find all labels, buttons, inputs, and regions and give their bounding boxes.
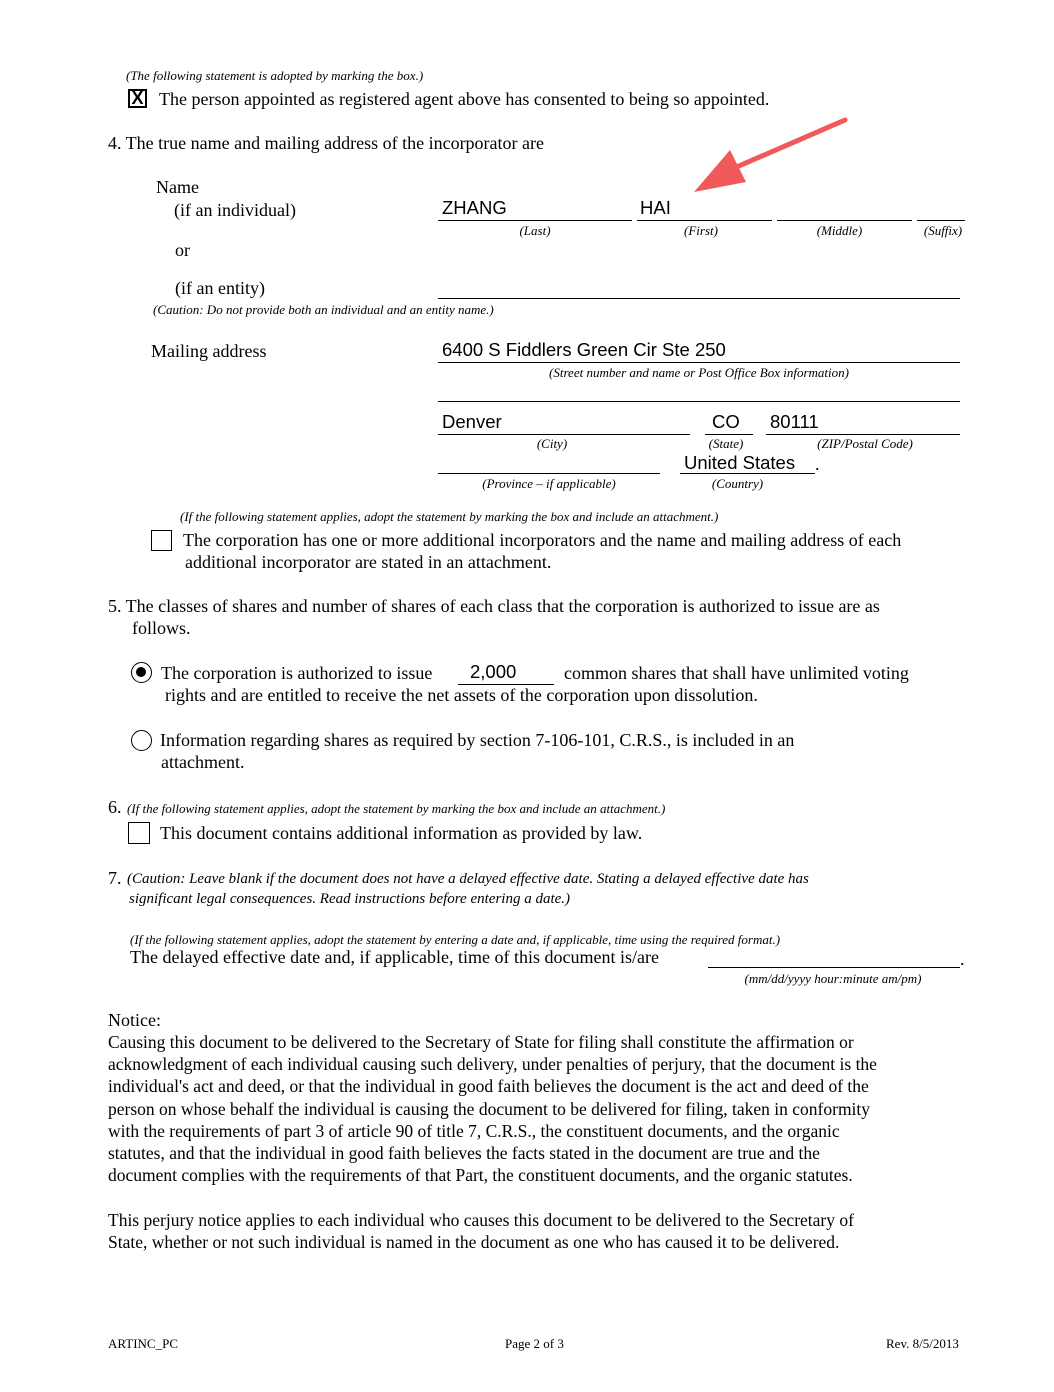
notice-line: individual's act and deed, or that the individual in good faith believes the document is the act and deed of the	[108, 1076, 869, 1097]
entity-label: (if an entity)	[175, 278, 265, 298]
suffix-underline	[917, 220, 965, 221]
notice-heading: Notice:	[108, 1010, 161, 1030]
middle-caption: (Middle)	[816, 223, 863, 238]
footer-form-id: ARTINC_PC	[108, 1336, 179, 1351]
last-caption: (Last)	[519, 223, 551, 238]
country-caption: (Country)	[711, 476, 764, 491]
perjury-paragraph	[108, 1209, 968, 1253]
entity-caution: (Caution: Do not provide both an individual and an entity name.)	[153, 302, 494, 317]
item6-instruction: (If the following statement applies, adopt the statement by marking the box and include an attachment.)	[127, 801, 666, 816]
agent-consent-instruction: (The following statement is adopted by marking the box.)	[126, 68, 424, 83]
zip-caption: (ZIP/Postal Code)	[817, 436, 913, 451]
zip-underline	[766, 434, 960, 435]
delayed-date-underline	[708, 967, 960, 968]
option1-text-post: common shares that shall have unlimited voting	[564, 663, 909, 683]
item7-number: 7.	[108, 868, 122, 888]
city-field[interactable]: Denver	[442, 411, 502, 432]
item5-heading-line1: 5. The classes of shares and number of shares of each class that the corporation is authorized to issue are as	[108, 596, 880, 616]
country-period: .	[815, 454, 820, 474]
additional-incorporators-checkbox[interactable]	[151, 530, 172, 551]
entity-name-underline	[438, 298, 960, 299]
country-underline	[680, 473, 815, 474]
arrow-shaft	[725, 120, 845, 172]
additional-information-checkbox[interactable]	[128, 822, 150, 844]
agent-consent-statement: The person appointed as registered agent above has consented to being so appointed.	[159, 89, 770, 109]
city-caption: (City)	[536, 436, 568, 451]
suffix-caption: (Suffix)	[923, 223, 963, 238]
notice-line: person on whose behalf the individual is causing the document to be delivered for filing, taken in conformity	[108, 1098, 871, 1119]
perjury-line: State, whether or not such individual is named in the document as one who has caused it to be delivered.	[108, 1232, 840, 1253]
province-caption: (Province – if applicable)	[482, 476, 616, 491]
last-name-underline	[438, 220, 632, 221]
footer-page-number: Page 2 of 3	[505, 1336, 564, 1351]
city-underline	[438, 434, 690, 435]
individual-label: (if an individual)	[174, 200, 296, 220]
notice-line: Causing this document to be delivered to the Secretary of State for filing shall constitute the affirmation or	[108, 1032, 854, 1052]
item7-statement: The delayed effective date and, if applicable, time of this document is/are	[130, 947, 659, 967]
agent-consent-checkbox[interactable]	[128, 89, 147, 108]
common-shares-radio[interactable]	[131, 662, 152, 683]
option1-text-pre: The corporation is authorized to issue	[161, 663, 433, 683]
option2-text-line1: Information regarding shares as required by section 7-106-101, C.R.S., is included in an	[160, 730, 795, 750]
shares-attachment-radio[interactable]	[131, 730, 152, 751]
item5-heading-line2: follows.	[132, 618, 191, 638]
street-address-underline	[438, 362, 960, 363]
state-field[interactable]: CO	[712, 411, 740, 432]
item7-caution-line1: (Caution: Leave blank if the document does not have a delayed effective date. Stating a delayed effective date has	[127, 871, 809, 887]
item7-caution-line2: significant legal consequences. Read instructions before entering a date.)	[129, 891, 571, 907]
first-name-underline	[637, 220, 772, 221]
option2-text-line2: attachment.	[161, 752, 245, 772]
date-format-caption: (mm/dd/yyyy hour:minute am/pm)	[744, 971, 922, 986]
radio-selected-dot	[136, 667, 146, 677]
or-label: or	[175, 240, 190, 260]
street-caption: (Street number and name or Post Office Box information)	[549, 365, 849, 380]
notice-line: with the requirements of part 3 of article 90 of title 7, C.R.S., the constituent documents, and the organic	[108, 1120, 840, 1141]
street-address-field[interactable]: 6400 S Fiddlers Green Cir Ste 250	[442, 339, 726, 360]
perjury-line: This perjury notice applies to each individual who causes this document to be delivered to the Secretary of	[108, 1210, 854, 1230]
province-underline	[438, 473, 660, 474]
first-name-field[interactable]: HAI	[640, 197, 671, 218]
notice-line: document complies with the requirements of that Part, the constituent documents, and the organic statutes.	[108, 1165, 853, 1186]
item6-number: 6.	[108, 797, 122, 817]
zip-field[interactable]: 80111	[770, 411, 819, 432]
additional-incorporators-statement-line2: additional incorporator are stated in an attachment.	[185, 552, 552, 572]
middle-name-underline	[777, 220, 912, 221]
red-arrow-annotation-icon	[680, 110, 860, 210]
delayed-date-period: .	[960, 949, 965, 969]
state-underline	[705, 434, 753, 435]
option1-text-line2: rights and are entitled to receive the net assets of the corporation upon dissolution.	[165, 685, 758, 705]
last-name-field[interactable]: ZHANG	[442, 197, 507, 218]
item4-heading: 4. The true name and mailing address of the incorporator are	[108, 133, 545, 153]
street-address-line2-underline	[438, 401, 960, 402]
country-field[interactable]: United States	[684, 452, 796, 473]
name-label: Name	[156, 177, 199, 197]
notice-paragraph	[108, 1031, 968, 1186]
footer-revision: Rev. 8/5/2013	[886, 1336, 959, 1351]
notice-line: statutes, and that the individual in good faith believes the facts stated in the document are true and the	[108, 1143, 820, 1164]
item6-statement: This document contains additional information as provided by law.	[160, 823, 643, 843]
notice-line: acknowledgment of each individual causing such delivery, under penalties of perjury, that the document is the	[108, 1054, 877, 1075]
item7-instruction: (If the following statement applies, adopt the statement by entering a date and, if applicable, time using the required format.)	[130, 932, 781, 947]
state-caption: (State)	[708, 436, 744, 451]
shares-count-field[interactable]: 2,000	[470, 661, 517, 682]
first-caption: (First)	[684, 223, 718, 238]
additional-incorporators-statement-line1: The corporation has one or more additional incorporators and the name and mailing address of each	[183, 530, 902, 550]
additional-incorporators-instruction: (If the following statement applies, adopt the statement by marking the box and include an attachment.)	[180, 509, 719, 524]
arrow-head	[694, 150, 746, 192]
checkbox-check-mark: X	[131, 88, 144, 108]
mailing-address-label: Mailing address	[151, 341, 267, 361]
